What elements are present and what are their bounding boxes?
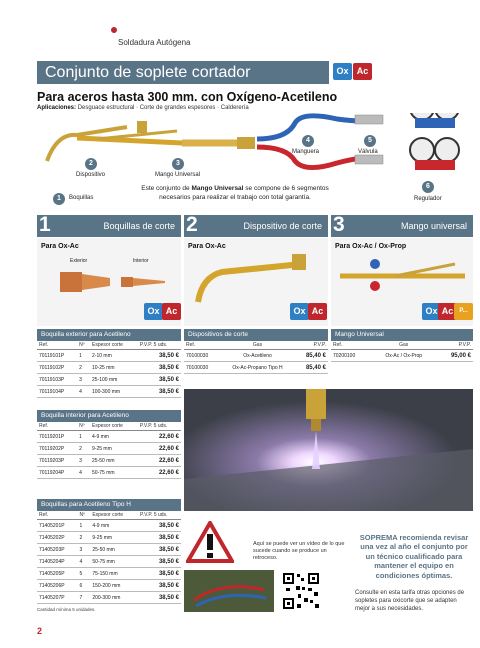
dispositivos-table: Dispositivos de corte Ref. Gas P.V.P. 70100030 Ox-Acetileno 85,40 € 70100030 Ox-Ac-Propano Tipo H 85,40 € [184,329,328,374]
qr-code[interactable] [282,572,320,610]
page-number: 2 [37,626,43,636]
callout-3: 3 [172,158,184,170]
table-row: 71405201P 1 4-9 mm 38,50 € [37,520,181,532]
minimum-quantity-note: Cantidad mínima 5 unidades. [37,607,96,612]
table-row: 70119204P 4 50-75 mm 22,60 € [37,467,181,479]
page-title: Conjunto de soplete cortador [37,61,329,84]
interior-table: Boquilla interior para Acetileno Ref. Nº Espesor corte P.V.P. 5 uds. 70119201P 1 4-9 mm 22,60 € 70119202P 2 9-25 mm 22,60 € 70119203P 3 25-50 mm 22,60 € 70119204P 4 50-75 mm 22,60 € [37,410,181,479]
section-3-product: Para Ox-Ac / Ox-Prop [335,243,407,250]
table-row: 71405206P 6 150-200 mm 38,50 € [37,580,181,592]
table-row: 71405202P 2 9-25 mm 38,50 € [37,532,181,544]
exterior-table: Boquilla exterior para Acetileno Ref. Nº Espesor corte P.V.P. 5 uds. 70119101P 1 2-10 mm 38,50 € 70119102P 2 10-25 mm 38,50 € 70119103P 3 25-100 mm 38,50 € 70119104P 4 100-300 mm 38,50 € [37,329,181,398]
interior-table-title: Boquilla interior para Acetileno [37,410,181,422]
subtitle: Para aceros hasta 300 mm. con Oxígeno-Acetileno [37,90,338,104]
table-row: 70119101P 1 2-10 mm 38,50 € [37,350,181,362]
section-2-header: 2 Dispositivo de corte [184,215,328,237]
table-row: 70200100 Ox-Ac / Ox-Prop 95,00 € [331,350,473,362]
warning-text: Aquí se puede ver un vídeo de lo que sucede cuando se produce un retroceso. [253,541,345,562]
table-row: 70119104P 4 100-300 mm 38,50 € [37,386,181,398]
regulador-label: Regulador [414,196,442,202]
section-1-product: Para Ox-Ac [41,243,79,250]
brand-logo-dot [111,27,117,33]
table-row: 71405204P 4 50-75 mm 38,50 € [37,556,181,568]
ac-badge: Ac [353,63,372,80]
section-1-ac-badge: Ac [162,303,181,320]
ox-badge: Ox [333,63,352,80]
manguera-label: Manguera [292,149,320,155]
table-row: 70119202P 2 9-25 mm 22,60 € [37,443,181,455]
hero-note: Este conjunto de Mango Universal se compone de 6 segmentos necesarios para realizar el trabajo con total garantía. [141,185,329,202]
section-3-prop-badge: P... [454,303,473,320]
exterior-label: Exterior [70,258,88,264]
callout-4: 4 [302,135,314,147]
mango-table-title: Mango Universal [331,329,473,341]
interior-label: Interior [133,258,149,264]
section-3-ac-badge: Ac [438,303,457,320]
section-1-ox-badge: Ox [144,303,163,320]
section-1-header: 1 Boquillas de corte [37,215,181,237]
mango-table: Mango Universal Ref. Gas P.V.P. 70200100 Ox-Ac / Ox-Prop 95,00 € [331,329,473,362]
flashback-photo [184,570,274,612]
brand-name: Soldadura Autógena [118,38,191,47]
callout-5: 5 [364,135,376,147]
table-row: 70100030 Ox-Acetileno 85,40 € [184,350,328,362]
section-2-product: Para Ox-Ac [188,243,226,250]
callout-1: 1 [53,193,65,205]
table-row: 70119201P 1 4-9 mm 22,60 € [37,431,181,443]
dispositivos-table-title: Dispositivos de corte [184,329,328,341]
section-2-ac-badge: Ac [308,303,327,320]
section-3-ox-badge: Ox [422,303,441,320]
tipoh-table: Boquillas para Acetileno Tipo H Ref. Nº Espesor corte P.V.P. 5 uds. 71405201P 1 4-9 mm 38,50 € 71405202P 2 9-25 mm 38,50 € 71405203P 3 25-50 mm 38,50 € 71405204P 4 50-75 mm 38,50 € 71405205P 5 75-150 mm 38,50 € 71405206P 6 150-200 mm 38,50 € 71405207P 7 200-300 mm 38,50 € Cantidad mínima 5 unidades. [37,501,179,612]
table-row: 71405205P 5 75-150 mm 38,50 € [37,568,181,580]
section-3-header: 3 Mango universal [331,215,473,237]
table-row: 70119102P 2 10-25 mm 38,50 € [37,362,181,374]
mango-label: Mango Universal [155,172,201,178]
recommendation-text: SOPREMA recomienda revisar una vez al año el conjunto por un técnico cualificado para mantener el equipo en condiciones óptimas. [359,533,469,580]
table-row: 70100030 Ox-Ac-Propano Tipo H 85,40 € [184,362,328,374]
valvula-label: Válvula [358,149,378,155]
callout-2: 2 [85,158,97,170]
callout-6: 6 [422,181,434,193]
warning-icon [186,521,234,563]
table-row: 71405203P 3 25-50 mm 38,50 € [37,544,181,556]
table-row: 71405207P 7 200-300 mm 38,50 € [37,592,181,604]
table-row: 70119203P 3 25-50 mm 22,60 € [37,455,181,467]
exterior-table-title: Boquilla exterior para Acetileno [37,329,181,341]
section-2-ox-badge: Ox [290,303,309,320]
nozzles-illustration [55,262,175,302]
universal-handle-illustration [335,256,470,296]
boquillas-label: Boquillas [69,195,94,201]
consult-text: Consulte en esta tarifa otras opciones de sopletes para oxicorte que se adapten mejor a sus necesidades. [355,590,465,612]
dispositivo-label: Dispositivo [76,172,106,178]
cutting-photo [184,389,473,511]
tipoh-table-title: Boquillas para Acetileno Tipo H [37,499,181,511]
table-row: 70119103P 3 25-100 mm 38,50 € [37,374,181,386]
applications: Aplicaciones: Desguace estructural · Corte de grandes espesores · Calderería [37,105,249,111]
